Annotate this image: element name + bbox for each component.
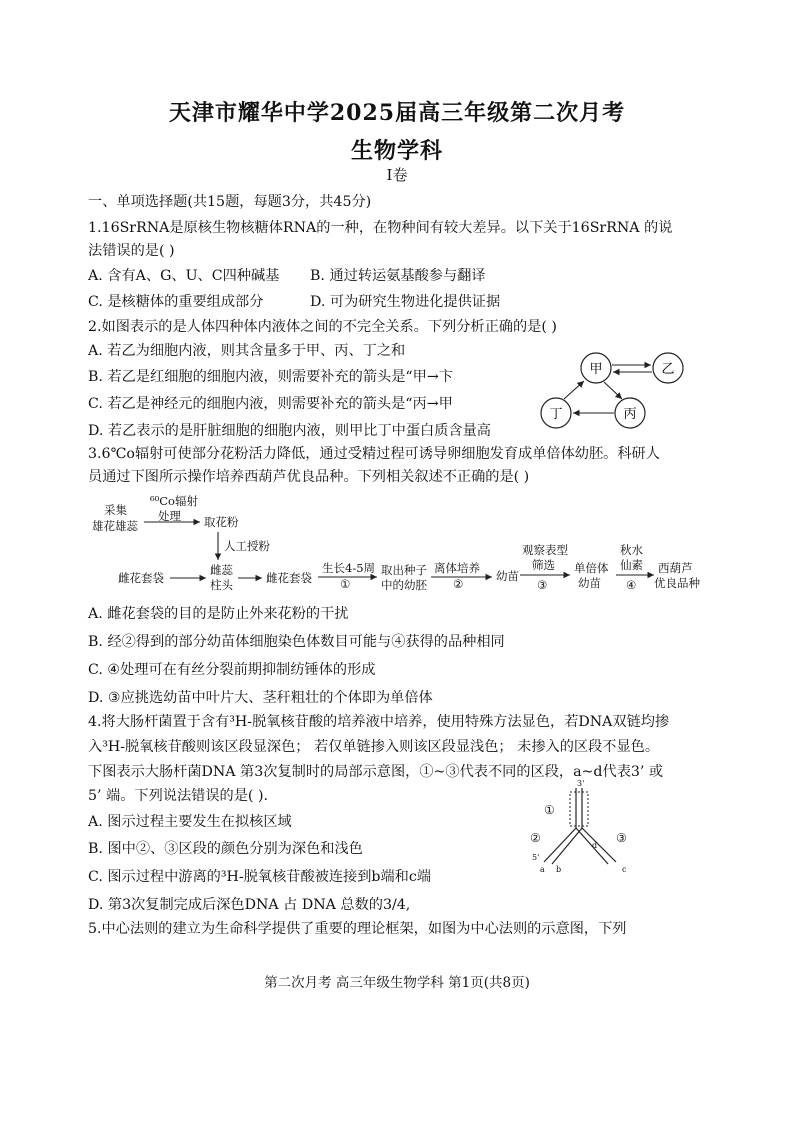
- flow-collect-2: 雄花雄蕊: [92, 519, 138, 533]
- q3-option-d: D. ③应挑选幼苗中叶片大、茎秆粗壮的个体即为单倍体: [88, 690, 433, 706]
- q4-option-d: D. 第3次复制完成后深色DNA 占 DNA 总数的3/4,: [88, 897, 411, 913]
- label-end-b: b: [556, 865, 562, 874]
- node-bing-label: 丙: [623, 407, 637, 422]
- flow-female-bag-2: 雌花套袋: [266, 571, 312, 585]
- flow-seedling: 幼苗: [496, 569, 519, 583]
- flow-colchicine-1: 秋水: [620, 543, 643, 557]
- flow-process: 处理: [158, 509, 181, 523]
- q1-option-a: A. 含有A、G、U、C四种碱基: [88, 268, 280, 284]
- flow-stigma-1: 雌蕊: [210, 563, 233, 577]
- fork-right-outer: [582, 828, 616, 862]
- region-1-box: [570, 792, 588, 826]
- label-region-3: ③: [616, 831, 627, 845]
- flow-culture: 离体培养: [434, 561, 480, 575]
- q3-stem-line2: 员通过下图所示操作培养西葫芦优良品种。下列相关叙述不正确的是( ): [88, 469, 530, 485]
- q4-stem-line2: 入³H-脱氧核苷酸则该区段显深色； 若仅单链掺入则该区段显浅色； 未掺入的区段不显色。: [88, 739, 660, 755]
- flow-embryo-2: 中的幼胚: [381, 578, 427, 592]
- page-footer: 第二次月考 高三年级生物学科 第1页(共8页): [264, 975, 530, 991]
- flow-female-bag: 雌花套袋: [118, 571, 164, 585]
- breeding-flow-diagram: [88, 490, 710, 594]
- fluid-relationship-diagram: [520, 343, 710, 433]
- flow-step-2: ②: [453, 577, 464, 591]
- q4-stem-line4: 5’ 端。下列说法错误的是( ).: [88, 788, 269, 804]
- fork-left-outer: [544, 828, 576, 862]
- flow-result-1: 西葫芦: [658, 561, 693, 575]
- flow-haploid-2: 幼苗: [578, 576, 601, 590]
- label-end-a: a: [540, 865, 545, 874]
- node-yi-label: 乙: [661, 362, 675, 377]
- q4-stem-line1: 4.将大肠杆菌置于含有³H-脱氧核苷酸的培养液中培养，使用特殊方法显色，若DNA双链均掺: [88, 714, 670, 730]
- flow-pollinate: 人工授粉: [224, 539, 270, 553]
- q3-option-a: A. 雌花套袋的目的是防止外来花粉的干扰: [88, 606, 349, 622]
- flow-step-3: ③: [537, 578, 548, 592]
- flow-haploid-1: 单倍体: [574, 561, 609, 575]
- subject-title: 生物学科: [350, 138, 443, 164]
- q5-stem-line1: 5.中心法则的建立为生命科学提供了重要的理论框架，如图为中心法则的示意图，下列: [88, 921, 627, 937]
- q4-option-a: A. 图示过程主要发生在拟核区域: [88, 814, 292, 830]
- q1-option-b: B. 通过转运氨基酸参与翻译: [310, 268, 486, 284]
- flow-collect-1: 采集: [104, 503, 127, 517]
- q2-option-a: A. 若乙为细胞内液，则其含量多于甲、丙、丁之和: [88, 343, 406, 359]
- node-ding-label: 丁: [549, 407, 563, 422]
- label-region-2: ②: [530, 831, 541, 845]
- flow-observe-2: 筛选: [532, 558, 555, 572]
- flow-step-1: ①: [340, 577, 351, 591]
- label-5-prime: 5': [532, 853, 540, 862]
- flow-radiation: ⁶⁰Co辐射: [150, 494, 198, 508]
- flow-observe-1: 观察表型: [522, 543, 568, 557]
- fork-left-inner: [552, 828, 582, 864]
- q1-stem-line1: 1.16SrRNA是原核生物核糖体RNA的一种，在物种间有较大差异。以下关于16SrRNA 的说: [88, 220, 673, 236]
- q3-stem-line1: 3.6℃o辐射可使部分花粉活力降低，通过受精过程可诱导卵细胞发育成单倍体幼胚。科研人: [88, 446, 660, 462]
- q2-option-d: D. 若乙表示的是肝脏细胞的细胞内液，则甲比丁中蛋白质含量高: [88, 423, 491, 439]
- flow-embryo-1: 取出种子: [381, 563, 427, 577]
- flow-grow: 生长4-5周: [322, 561, 376, 575]
- label-end-d: d: [592, 841, 598, 850]
- section-heading: 一、单项选择题(共15题，每题3分，共45分): [88, 194, 372, 210]
- q3-option-c: C. ④处理可在有丝分裂前期抑制纺锤体的形成: [88, 662, 376, 678]
- q2-stem: 2.如图表示的是人体四种体内液体之间的不完全关系。下列分析正确的是( ): [88, 319, 557, 335]
- q2-option-b: B. 若乙是红细胞的细胞内液，则需要补充的箭头是“甲→卞: [88, 369, 453, 385]
- q3-option-b: B. 经②得到的部分幼苗体细胞染色体数目可能与④获得的品种相同: [88, 634, 505, 650]
- node-jia-label: 甲: [589, 362, 603, 377]
- replication-fork-diagram: [526, 778, 636, 876]
- q4-option-b: B. 图中②、③区段的颜色分别为深色和浅色: [88, 841, 363, 857]
- q4-option-c: C. 图示过程中游离的³H-脱氧核苷酸被连接到b端和c端: [88, 869, 432, 885]
- flow-pollen: 取花粉: [204, 515, 239, 529]
- label-region-1: ①: [544, 803, 555, 817]
- flow-step-4: ④: [626, 578, 637, 592]
- q1-option-d: D. 可为研究生物进化提供证据: [310, 294, 501, 310]
- label-3-prime: 3': [577, 779, 585, 788]
- q1-stem-line2: 法错误的是( ): [88, 243, 175, 259]
- flow-result-2: 优良品种: [654, 576, 700, 590]
- q1-option-c: C. 是核糖体的重要组成部分: [88, 294, 264, 310]
- q2-option-c: C. 若乙是神经元的细胞内液，则需要补充的箭头是“丙→甲: [88, 396, 453, 412]
- flow-colchicine-2: 仙素: [620, 558, 643, 572]
- page-title: 天津市耀华中学2025届高三年级第二次月考: [168, 100, 626, 126]
- label-end-c: c: [622, 865, 627, 874]
- flow-stigma-2: 柱头: [210, 578, 233, 592]
- volume-label: Ⅰ卷: [386, 166, 408, 184]
- q4-stem-line3: 下图表示大肠杆菌DNA 第3次复制时的局部示意图，①~③代表不同的区段，a~d代表3’ 或: [88, 764, 664, 780]
